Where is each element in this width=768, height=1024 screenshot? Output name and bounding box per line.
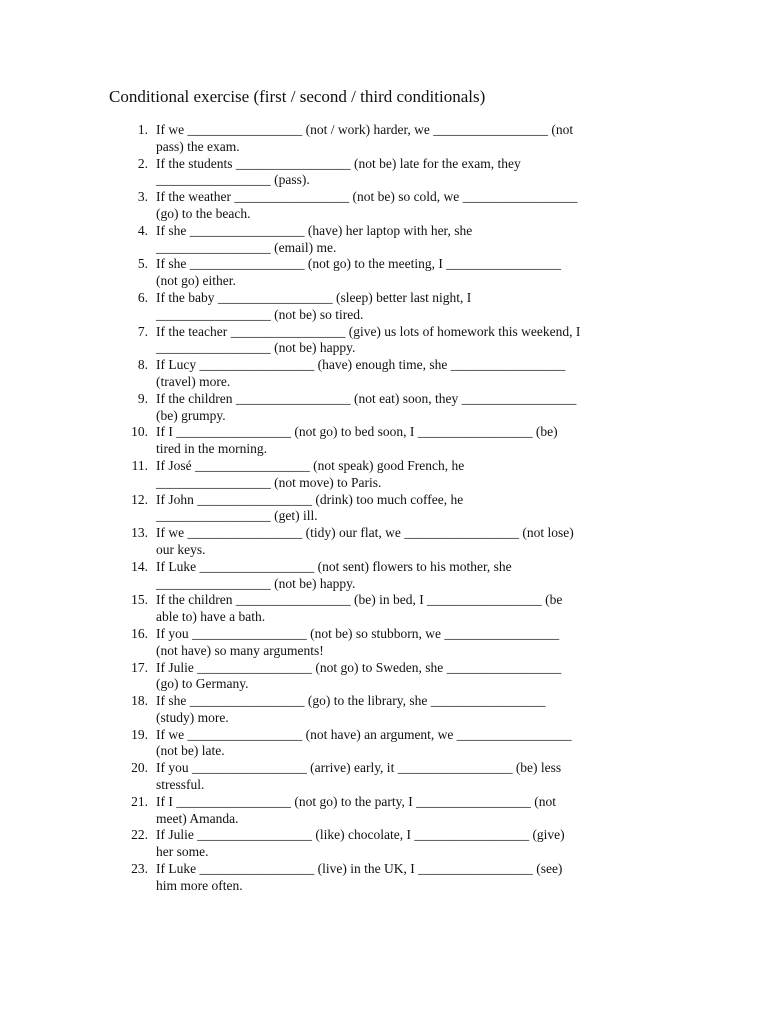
item-text-line: meet) Amanda. — [156, 810, 239, 826]
list-item — [0, 424, 768, 458]
item-number: 21. — [131, 793, 148, 809]
item-text-line: If you _________________ (not be) so stubborn, we _________________ — [156, 625, 560, 641]
item-number: 1. — [137, 122, 148, 137]
item-text-line: (study) more. — [156, 709, 229, 725]
item-text-line: If we _________________ (not / work) harder, we _________________ (not — [156, 122, 574, 137]
list-item — [0, 760, 768, 794]
item-number: 4. — [137, 222, 148, 238]
list-item — [0, 794, 768, 828]
item-number: 10. — [131, 424, 148, 440]
item-text-line: If Lucy _________________ (have) enough time, she _________________ — [156, 357, 566, 373]
item-number: 5. — [137, 256, 148, 272]
item-number: 22. — [131, 827, 148, 843]
item-text-line: If the students _________________ (not be) late for the exam, they — [156, 155, 521, 171]
item-text-line: If we _________________ (tidy) our flat, we _________________ (not lose) — [156, 525, 574, 541]
item-text-line: (not have) so many arguments! — [156, 642, 324, 658]
item-text-line: If the children _________________ (be) in bed, I _________________ (be — [156, 592, 563, 608]
item-text-line: If Julie _________________ (not go) to Sweden, she _________________ — [156, 659, 562, 675]
item-text-line: _________________ (not move) to Paris. — [156, 474, 382, 490]
list-item — [0, 122, 768, 156]
item-number: 23. — [131, 861, 148, 877]
item-text-line: If Julie _________________ (like) chocolate, I _________________ (give) — [156, 827, 565, 843]
item-text-line: him more often. — [156, 877, 243, 893]
list-item — [0, 492, 768, 526]
item-number: 16. — [131, 625, 148, 641]
item-text-line: If the baby _________________ (sleep) better last night, I — [156, 289, 472, 305]
item-text-line: (not be) late. — [156, 743, 225, 759]
item-text-line: If José _________________ (not speak) good French, he — [156, 457, 465, 473]
exercise-list — [0, 122, 768, 895]
item-text-line: If the children _________________ (not eat) soon, they _________________ — [156, 390, 577, 406]
item-text-line: If Luke _________________ (live) in the UK, I _________________ (see) — [156, 861, 563, 877]
item-number: 11. — [131, 457, 148, 473]
item-text-line: her some. — [156, 844, 209, 860]
item-text-line: (travel) more. — [156, 373, 231, 389]
item-text-line: tired in the morning. — [156, 441, 267, 457]
item-number: 8. — [137, 357, 148, 373]
item-number: 19. — [131, 726, 148, 742]
list-item — [0, 592, 768, 626]
item-text-line: (not go) either. — [156, 273, 236, 289]
list-item — [0, 458, 768, 492]
item-text-line: _________________ (not be) so tired. — [156, 306, 364, 322]
list-item — [0, 693, 768, 727]
item-number: 3. — [137, 189, 148, 205]
list-item — [0, 727, 768, 761]
item-text-line: (be) grumpy. — [156, 407, 226, 423]
item-text-line: our keys. — [156, 541, 206, 557]
item-text-line: If she _________________ (go) to the library, she _________________ — [156, 693, 546, 709]
item-text-line: If the teacher _________________ (give) us lots of homework this weekend, I — [156, 323, 581, 339]
item-text-line: _________________ (pass). — [156, 172, 310, 188]
list-item — [0, 391, 768, 425]
item-text-line: (go) to Germany. — [156, 676, 249, 692]
item-text-line: able to) have a bath. — [156, 609, 266, 625]
list-item — [0, 290, 768, 324]
item-text-line: _________________ (not be) happy. — [156, 340, 356, 356]
item-number: 17. — [131, 659, 148, 675]
list-item — [0, 357, 768, 391]
list-item — [0, 559, 768, 593]
list-item — [0, 324, 768, 358]
list-item — [0, 156, 768, 190]
item-number: 2. — [137, 155, 148, 171]
item-text-line: If I _________________ (not go) to the party, I _________________ (not — [156, 793, 556, 809]
list-item — [0, 827, 768, 861]
list-item — [0, 223, 768, 257]
item-text-line: If John _________________ (drink) too much coffee, he — [156, 491, 464, 507]
item-text-line: stressful. — [156, 777, 205, 793]
item-text-line: _________________ (not be) happy. — [156, 575, 356, 591]
item-number: 7. — [137, 323, 148, 339]
item-text-line: (go) to the beach. — [156, 205, 251, 221]
item-text-line: If Luke _________________ (not sent) flowers to his mother, she — [156, 558, 512, 574]
item-number: 12. — [131, 491, 148, 507]
item-text-line: If you _________________ (arrive) early, it _________________ (be) less — [156, 760, 562, 776]
list-item — [0, 861, 768, 895]
list-item — [0, 189, 768, 223]
item-number: 15. — [131, 592, 148, 608]
list-item — [0, 626, 768, 660]
list-item — [0, 660, 768, 694]
item-number: 20. — [131, 760, 148, 776]
item-number: 14. — [131, 558, 148, 574]
item-text-line: If we _________________ (not have) an argument, we _________________ — [156, 726, 572, 742]
page-title: Conditional exercise (first / second / third conditionals) — [109, 87, 486, 106]
item-text-line: If the weather _________________ (not be) so cold, we _________________ — [156, 189, 578, 205]
item-number: 6. — [137, 289, 148, 305]
list-item — [0, 256, 768, 290]
item-text-line: _________________ (email) me. — [156, 239, 337, 255]
item-text-line: If she _________________ (have) her laptop with her, she — [156, 222, 473, 238]
item-text-line: If she _________________ (not go) to the meeting, I _________________ — [156, 256, 561, 272]
item-text-line: _________________ (get) ill. — [156, 508, 318, 524]
item-number: 18. — [131, 693, 148, 709]
item-number: 13. — [131, 525, 148, 541]
item-number: 9. — [137, 390, 148, 406]
item-text-line: pass) the exam. — [156, 138, 240, 154]
list-item — [0, 525, 768, 559]
item-text-line: If I _________________ (not go) to bed soon, I _________________ (be) — [156, 424, 558, 440]
